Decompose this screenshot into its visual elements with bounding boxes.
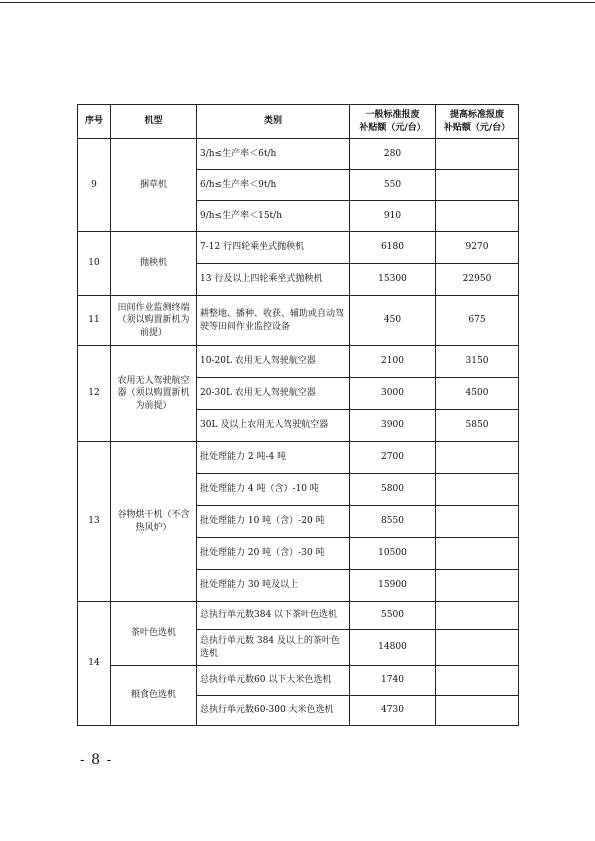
row-category: 总执行单元数384 以下茶叶色选机	[197, 602, 350, 630]
row-higher	[436, 666, 519, 696]
row-category: 6/h≤生产率＜9t/h	[197, 170, 350, 201]
subsidy-table	[77, 104, 519, 726]
row-higher: 9270	[436, 232, 519, 264]
table-row	[78, 296, 519, 346]
row-category: 批处理能力 2 吨-4 吨	[197, 442, 350, 474]
row-general: 4730	[350, 696, 436, 726]
row-higher	[436, 201, 519, 232]
row-general: 5500	[350, 602, 436, 630]
header-category: 类别	[197, 105, 350, 139]
top-rule	[0, 2, 595, 3]
row-no: 13	[78, 442, 111, 602]
row-higher	[436, 139, 519, 170]
row-category: 耕整地、播种、收获、辅助或自动驾驶等田间作业监控设备	[197, 296, 350, 346]
header-general-line1: 一般标准报废	[365, 110, 420, 121]
row-general: 6180	[350, 232, 436, 264]
row-higher: 3150	[436, 346, 519, 378]
row-general: 280	[350, 139, 436, 170]
page-number: - 8 -	[80, 752, 113, 768]
row-category: 3/h≤生产率＜6t/h	[197, 139, 350, 170]
row-category: 9/h≤生产率＜15t/h	[197, 201, 350, 232]
row-no: 10	[78, 232, 111, 296]
header-model: 机型	[111, 105, 197, 139]
row-general: 550	[350, 170, 436, 201]
row-higher: 675	[436, 296, 519, 346]
row-higher	[436, 602, 519, 630]
row-general: 14800	[350, 630, 436, 666]
row-general: 15300	[350, 264, 436, 296]
row-model: 谷物烘干机（不含热风炉）	[111, 442, 197, 602]
row-general: 910	[350, 201, 436, 232]
row-model: 抛秧机	[111, 232, 197, 296]
row-higher	[436, 630, 519, 666]
row-no: 14	[78, 602, 111, 726]
header-higher-subsidy	[436, 105, 519, 139]
row-higher	[436, 474, 519, 506]
header-general-line2: 补贴额（元/台）	[359, 122, 426, 133]
row-general: 3000	[350, 378, 436, 410]
row-general: 15900	[350, 570, 436, 602]
row-higher: 5850	[436, 410, 519, 442]
row-no: 11	[78, 296, 111, 346]
table-row	[78, 139, 519, 170]
table-row	[78, 666, 519, 696]
row-general: 2700	[350, 442, 436, 474]
row-higher: 22950	[436, 264, 519, 296]
header-row	[78, 105, 519, 139]
row-higher	[436, 538, 519, 570]
header-general-subsidy	[350, 105, 436, 139]
row-category: 批处理能力 10 吨（含）-20 吨	[197, 506, 350, 538]
row-category: 批处理能力 30 吨及以上	[197, 570, 350, 602]
row-model: 茶叶色选机	[111, 602, 197, 666]
row-category: 13 行及以上四轮乘坐式抛秧机	[197, 264, 350, 296]
row-general: 5800	[350, 474, 436, 506]
row-no: 9	[78, 139, 111, 232]
header-no: 序号	[78, 105, 111, 139]
row-model: 粮食色选机	[111, 666, 197, 726]
row-general: 8550	[350, 506, 436, 538]
row-no: 12	[78, 346, 111, 442]
header-higher-line2: 补贴额（元/台）	[443, 122, 511, 133]
row-higher	[436, 506, 519, 538]
table-row	[78, 346, 519, 378]
row-category: 总执行单元数60-300 大米色选机	[197, 696, 350, 726]
row-general: 2100	[350, 346, 436, 378]
row-general: 10500	[350, 538, 436, 570]
table-row	[78, 442, 519, 474]
row-category: 总执行单元数60 以下大米色选机	[197, 666, 350, 696]
row-higher	[436, 170, 519, 201]
row-model: 农用无人驾驶航空器（须以购置新机为前提）	[111, 346, 197, 442]
row-category: 30L 及以上农用无人驾驶航空器	[197, 410, 350, 442]
table-row	[78, 232, 519, 264]
row-category: 7-12 行四轮乘坐式抛秧机	[197, 232, 350, 264]
table-row	[78, 602, 519, 630]
row-general: 3900	[350, 410, 436, 442]
row-general: 450	[350, 296, 436, 346]
row-model: 捆草机	[111, 139, 197, 232]
row-category: 10-20L 农用无人驾驶航空器	[197, 346, 350, 378]
row-category: 总执行单元数 384 及以上的茶叶色选机	[197, 630, 350, 666]
row-model: 田间作业监测终端（须以购置新机为前提）	[111, 296, 197, 346]
row-higher	[436, 696, 519, 726]
row-category: 批处理能力 4 吨（含）-10 吨	[197, 474, 350, 506]
row-category: 批处理能力 20 吨（含）-30 吨	[197, 538, 350, 570]
header-higher-line1: 提高标准报废	[449, 110, 504, 121]
row-category: 20-30L 农用无人驾驶航空器	[197, 378, 350, 410]
row-higher: 4500	[436, 378, 519, 410]
row-general: 1740	[350, 666, 436, 696]
row-higher	[436, 442, 519, 474]
row-higher	[436, 570, 519, 602]
